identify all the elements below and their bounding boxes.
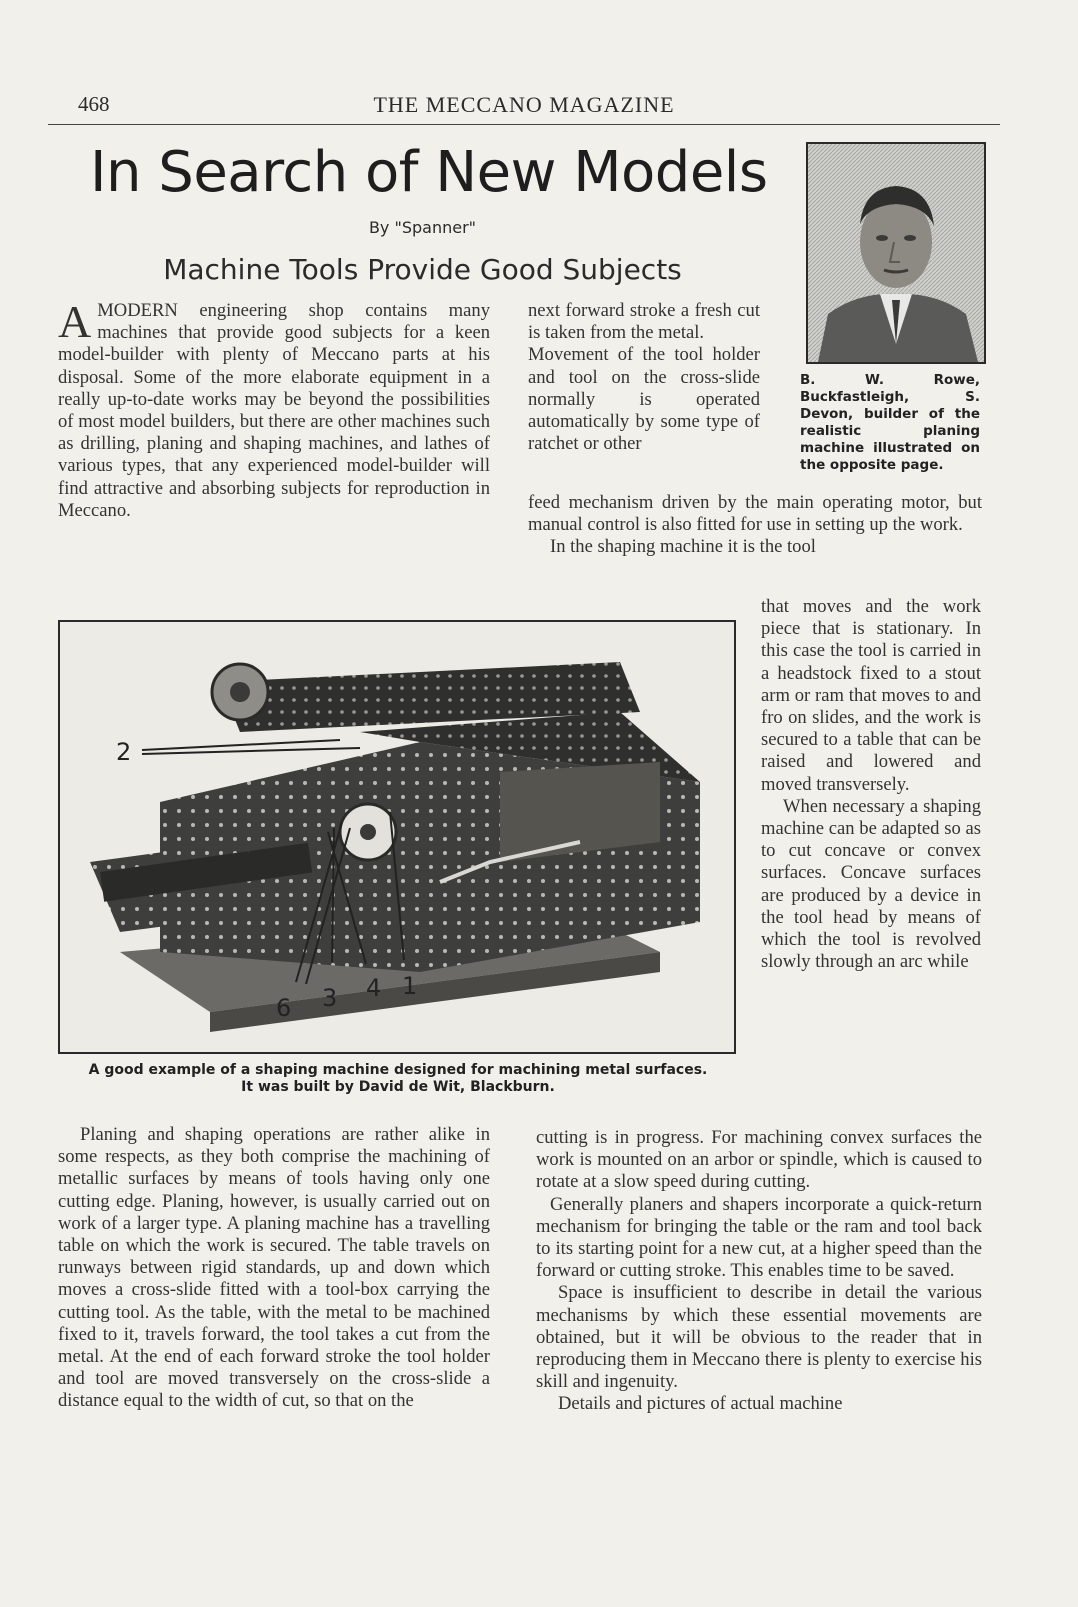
- paragraph-concave: When necessary a shaping machine can be adapted so as to cut concave or convex surfaces. Concave surfaces are produced by a device in the tool head by means of which the tool is revolved slowly through an arc while: [761, 795, 981, 973]
- intro-text: MODERN engineering shop contains many machines that provide good subjects for a keen model-builder with plenty of Meccano parts at his disposal. Some of the more elaborate equipment in a really up-to-date works may be beyond the possibilities of most model builders, but there are other machines such as drilling, planing and shaping machines, and lathes of various types, that any experienced model-builder will find attractive and absorbing subjects for reproduction in Meccano.: [58, 300, 490, 521]
- machine-caption-line1: A good example of a shaping machine designed for machining metal surfaces.: [88, 1062, 708, 1078]
- portrait-photo: [806, 142, 986, 364]
- magazine-title: THE MECCANO MAGAZINE: [373, 92, 675, 117]
- header-rule: [48, 124, 1000, 125]
- callout-1: 1: [402, 972, 418, 1000]
- paragraph-planing: Planing and shaping operations are rather alike in some respects, as they both comprise the machining of metallic surfaces by means of tools having only one cutting edge. Planing, however, is usually carried out on work of a larger type. A planing machine has a travelling table on which the work is secured. The table travels on runways between rigid standards, up and down which moves a cross-slide fitted with a tool-box carrying the cutting tool. As the table, with the metal to be machined fixed to it, travels forward, the tool takes a cut from the metal. At the end of each forward stroke the tool holder and tool are moved transversely on the cross-slide a distance equal to the width of cut, so that on the: [58, 1124, 490, 1412]
- paragraph-quick-return: Generally planers and shapers incorporate a quick-return mechanism for bringing the table or the ram and tool back to its starting point for a new cut, at a higher speed than the forward or cutting stroke. This enables time to be saved.: [536, 1193, 982, 1282]
- machine-caption: [58, 1062, 738, 1096]
- paragraph-feed: feed mechanism driven by the main operating motor, but manual control is also fitted for use in setting up the work.: [528, 492, 982, 536]
- shaping-machine-image: [60, 622, 734, 1052]
- portrait-caption: B. W. Rowe, Buckfastleigh, S. Devon, builder of the realistic planing machine illustrated on the opposite page.: [800, 372, 980, 473]
- byline: By "Spanner": [368, 218, 477, 237]
- paragraph-movement: Movement of the tool holder and tool on the cross-slide normally is operated automatically by some type of ratchet or other: [528, 344, 760, 455]
- callout-4: 4: [366, 974, 382, 1002]
- paragraph-space: Space is insufficient to describe in detail the various mechanisms by which these essential movements are obtained, but it will be obvious to the reader that in reproducing them in Meccano there is plenty to exercise his skill and ingenuity.: [536, 1282, 982, 1393]
- paragraph-convex: cutting is in progress. For machining convex surfaces the work is mounted on an arbor or spindle, which is caused to rotate at a slow speed during cutting.: [536, 1127, 982, 1193]
- callout-2: 2: [116, 738, 132, 766]
- article-subtitle: Machine Tools Provide Good Subjects: [163, 253, 682, 286]
- portrait-image: [808, 144, 984, 362]
- callout-3: 3: [322, 984, 338, 1012]
- paragraph-details: Details and pictures of actual machine: [558, 1393, 843, 1415]
- drop-cap: A: [58, 296, 92, 347]
- callout-6: 6: [276, 994, 292, 1022]
- column-narrow-right: [761, 596, 981, 973]
- paragraph-shaping-start: In the shaping machine it is the tool: [550, 536, 816, 558]
- paragraph-continuation: next forward stroke a fresh cut is taken from the metal.: [528, 300, 760, 344]
- machine-caption-line2: It was built by David de Wit, Blackburn.: [241, 1079, 555, 1095]
- intro-paragraph: [58, 296, 490, 522]
- column-two-lower: [536, 1127, 982, 1416]
- page-number: 468: [78, 92, 110, 116]
- column-two-middle: [528, 492, 982, 559]
- column-two-upper: [528, 300, 760, 455]
- paragraph-shaping-cont: that moves and the work piece that is stationary. In this case the tool is carried in a headstock fixed to a stout arm or ram that moves to and fro on slides, and the work is secured to a table that can be raised and lowered and moved transversely.: [761, 596, 981, 795]
- running-head: [48, 92, 1000, 122]
- machine-photo: [58, 620, 736, 1054]
- article-title: In Search of New Models: [90, 140, 768, 205]
